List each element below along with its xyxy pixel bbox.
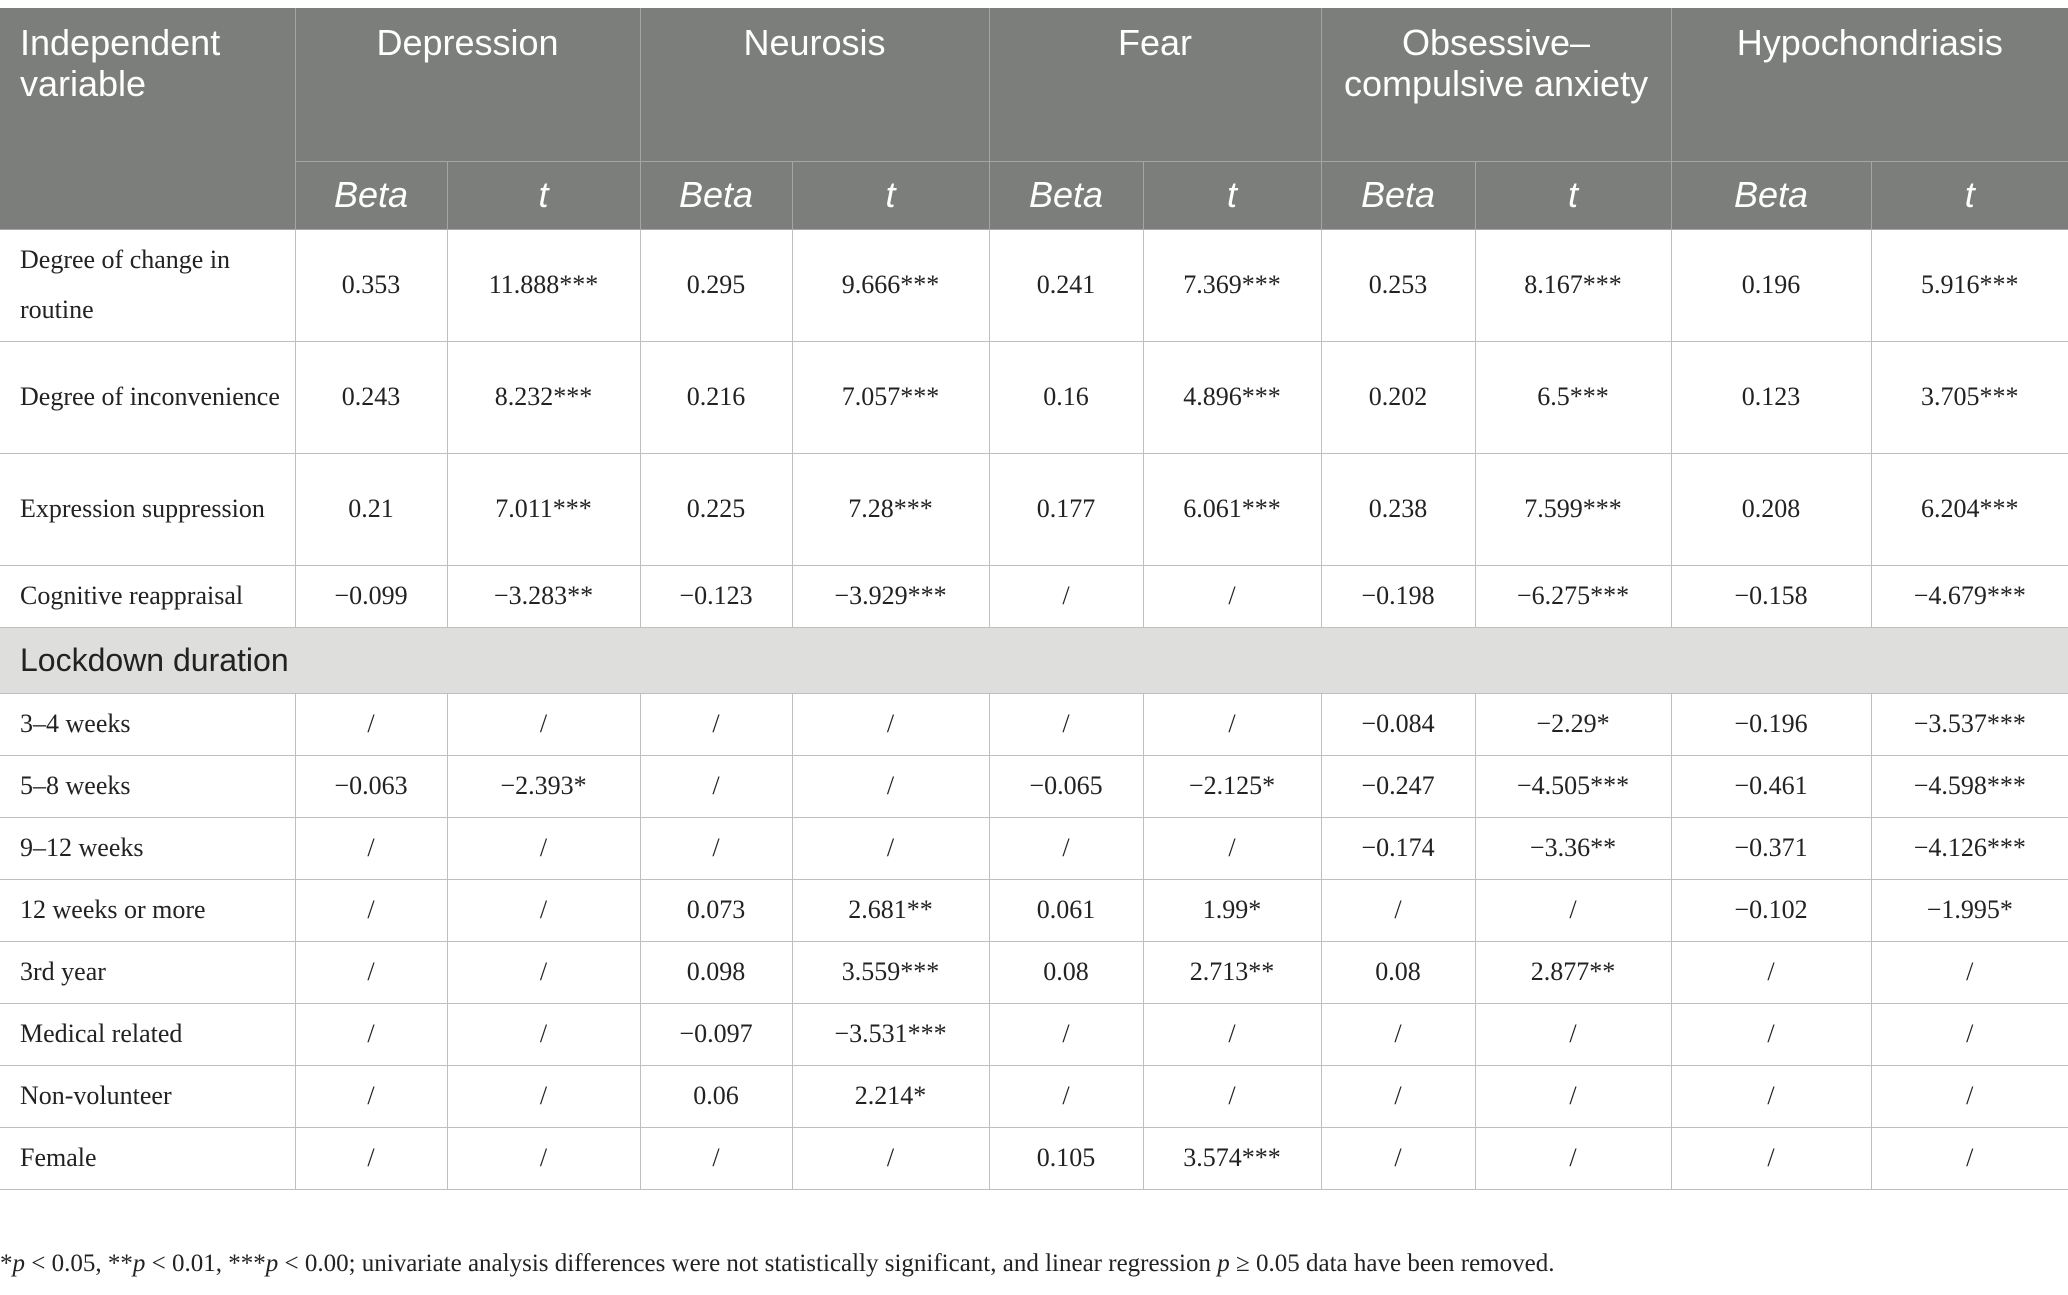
- beta-cell: 0.253: [1321, 229, 1475, 341]
- beta-cell: −0.174: [1321, 817, 1475, 879]
- t-cell: 7.057***: [792, 341, 989, 453]
- t-cell: −4.679***: [1871, 565, 2068, 627]
- beta-cell: /: [295, 693, 447, 755]
- t-cell: /: [1871, 1065, 2068, 1127]
- t-cell: 5.916***: [1871, 229, 2068, 341]
- subheader-beta: Beta: [1671, 161, 1871, 229]
- t-cell: −3.929***: [792, 565, 989, 627]
- table-row: [0, 755, 2068, 817]
- t-cell: −2.29*: [1475, 693, 1671, 755]
- row-label: Cognitive reappraisal: [0, 565, 295, 627]
- beta-cell: 0.21: [295, 453, 447, 565]
- beta-cell: 0.073: [640, 879, 792, 941]
- t-cell: −4.505***: [1475, 755, 1671, 817]
- beta-cell: /: [295, 879, 447, 941]
- beta-cell: /: [989, 1003, 1143, 1065]
- beta-cell: 0.061: [989, 879, 1143, 941]
- t-cell: /: [447, 1127, 640, 1189]
- beta-cell: /: [989, 565, 1143, 627]
- t-cell: 7.369***: [1143, 229, 1321, 341]
- beta-cell: −0.461: [1671, 755, 1871, 817]
- beta-cell: 0.177: [989, 453, 1143, 565]
- t-cell: −2.393*: [447, 755, 640, 817]
- beta-cell: /: [295, 1127, 447, 1189]
- row-label: Medical related: [0, 1003, 295, 1065]
- t-cell: −4.126***: [1871, 817, 2068, 879]
- beta-cell: /: [1671, 1003, 1871, 1065]
- beta-cell: /: [1671, 1127, 1871, 1189]
- row-label: Female: [0, 1127, 295, 1189]
- t-cell: 3.559***: [792, 941, 989, 1003]
- beta-cell: /: [989, 693, 1143, 755]
- t-cell: 11.888***: [447, 229, 640, 341]
- table-row: [0, 1003, 2068, 1065]
- t-cell: /: [1475, 879, 1671, 941]
- table-row: [0, 817, 2068, 879]
- subheader-beta: Beta: [989, 161, 1143, 229]
- t-cell: /: [1871, 1003, 2068, 1065]
- beta-cell: 0.06: [640, 1065, 792, 1127]
- t-cell: /: [1871, 1127, 2068, 1189]
- t-cell: 6.204***: [1871, 453, 2068, 565]
- table-row: [0, 1127, 2068, 1189]
- t-cell: −3.531***: [792, 1003, 989, 1065]
- row-label: Non-volunteer: [0, 1065, 295, 1127]
- subheader-t: t: [1143, 161, 1321, 229]
- beta-cell: −0.063: [295, 755, 447, 817]
- t-cell: /: [447, 879, 640, 941]
- beta-cell: 0.216: [640, 341, 792, 453]
- beta-cell: −0.371: [1671, 817, 1871, 879]
- beta-cell: /: [1321, 1127, 1475, 1189]
- t-cell: 1.99*: [1143, 879, 1321, 941]
- header-independent-variable: Independent variable: [0, 8, 295, 229]
- t-cell: 7.599***: [1475, 453, 1671, 565]
- beta-cell: 0.08: [989, 941, 1143, 1003]
- beta-cell: 0.353: [295, 229, 447, 341]
- beta-cell: 0.16: [989, 341, 1143, 453]
- t-cell: 4.896***: [1143, 341, 1321, 453]
- beta-cell: −0.099: [295, 565, 447, 627]
- t-cell: −3.537***: [1871, 693, 2068, 755]
- subheader-t: t: [447, 161, 640, 229]
- beta-cell: 0.202: [1321, 341, 1475, 453]
- t-cell: /: [1143, 1065, 1321, 1127]
- table-row: [0, 341, 2068, 453]
- beta-cell: /: [1321, 879, 1475, 941]
- beta-cell: 0.225: [640, 453, 792, 565]
- row-label: Degree of change in routine: [0, 229, 295, 341]
- beta-cell: 0.196: [1671, 229, 1871, 341]
- beta-cell: −0.065: [989, 755, 1143, 817]
- t-cell: 7.011***: [447, 453, 640, 565]
- row-label: 5–8 weeks: [0, 755, 295, 817]
- t-cell: /: [792, 693, 989, 755]
- t-cell: −6.275***: [1475, 565, 1671, 627]
- t-cell: /: [1143, 693, 1321, 755]
- t-cell: −3.283**: [447, 565, 640, 627]
- beta-cell: 0.243: [295, 341, 447, 453]
- t-cell: /: [1475, 1065, 1671, 1127]
- section-row: [0, 627, 2068, 693]
- t-cell: /: [792, 817, 989, 879]
- beta-cell: /: [640, 693, 792, 755]
- t-cell: 2.877**: [1475, 941, 1671, 1003]
- beta-cell: /: [640, 755, 792, 817]
- t-cell: /: [1143, 817, 1321, 879]
- beta-cell: −0.196: [1671, 693, 1871, 755]
- row-label: 9–12 weeks: [0, 817, 295, 879]
- beta-cell: /: [295, 941, 447, 1003]
- t-cell: −3.36**: [1475, 817, 1671, 879]
- t-cell: 2.713**: [1143, 941, 1321, 1003]
- beta-cell: /: [1321, 1065, 1475, 1127]
- beta-cell: 0.105: [989, 1127, 1143, 1189]
- table-row: [0, 879, 2068, 941]
- table-row: [0, 229, 2068, 341]
- regression-table: [0, 8, 2068, 1190]
- beta-cell: /: [295, 1003, 447, 1065]
- subheader-t: t: [1871, 161, 2068, 229]
- t-cell: /: [447, 1065, 640, 1127]
- row-label: 3–4 weeks: [0, 693, 295, 755]
- t-cell: 3.705***: [1871, 341, 2068, 453]
- t-cell: /: [447, 817, 640, 879]
- t-cell: 7.28***: [792, 453, 989, 565]
- header-depression: Depression: [295, 8, 640, 161]
- t-cell: 9.666***: [792, 229, 989, 341]
- row-label: Degree of inconvenience: [0, 341, 295, 453]
- beta-cell: 0.098: [640, 941, 792, 1003]
- t-cell: /: [1475, 1127, 1671, 1189]
- beta-cell: 0.238: [1321, 453, 1475, 565]
- beta-cell: /: [1671, 941, 1871, 1003]
- t-cell: −2.125*: [1143, 755, 1321, 817]
- subheader-t: t: [1475, 161, 1671, 229]
- t-cell: /: [447, 1003, 640, 1065]
- t-cell: −4.598***: [1871, 755, 2068, 817]
- t-cell: 2.681**: [792, 879, 989, 941]
- subheader-beta: Beta: [295, 161, 447, 229]
- t-cell: 6.5***: [1475, 341, 1671, 453]
- table-header: [0, 8, 2068, 229]
- section-label: Lockdown duration: [0, 627, 2068, 693]
- beta-cell: /: [295, 1065, 447, 1127]
- beta-cell: −0.084: [1321, 693, 1475, 755]
- beta-cell: 0.123: [1671, 341, 1871, 453]
- beta-cell: /: [1671, 1065, 1871, 1127]
- beta-cell: /: [640, 817, 792, 879]
- table-body: [0, 229, 2068, 1189]
- t-cell: 3.574***: [1143, 1127, 1321, 1189]
- beta-cell: /: [989, 1065, 1143, 1127]
- t-cell: /: [1475, 1003, 1671, 1065]
- row-label: 12 weeks or more: [0, 879, 295, 941]
- header-neurosis: Neurosis: [640, 8, 989, 161]
- beta-cell: −0.097: [640, 1003, 792, 1065]
- t-cell: /: [792, 755, 989, 817]
- t-cell: 8.167***: [1475, 229, 1671, 341]
- t-cell: /: [1871, 941, 2068, 1003]
- table-row: [0, 453, 2068, 565]
- beta-cell: 0.08: [1321, 941, 1475, 1003]
- subheader-beta: Beta: [640, 161, 792, 229]
- beta-cell: /: [989, 817, 1143, 879]
- beta-cell: /: [640, 1127, 792, 1189]
- table-row: [0, 1065, 2068, 1127]
- t-cell: /: [1143, 565, 1321, 627]
- t-cell: /: [447, 941, 640, 1003]
- t-cell: /: [447, 693, 640, 755]
- beta-cell: −0.247: [1321, 755, 1475, 817]
- table-row: [0, 941, 2068, 1003]
- t-cell: /: [792, 1127, 989, 1189]
- header-obsessive-compulsive-anxiety: Obsessive–compulsive anxiety: [1321, 8, 1671, 161]
- beta-cell: 0.208: [1671, 453, 1871, 565]
- beta-cell: 0.295: [640, 229, 792, 341]
- t-cell: 6.061***: [1143, 453, 1321, 565]
- row-label: 3rd year: [0, 941, 295, 1003]
- subheader-t: t: [792, 161, 989, 229]
- t-cell: 2.214*: [792, 1065, 989, 1127]
- row-label: Expression suppression: [0, 453, 295, 565]
- beta-cell: −0.102: [1671, 879, 1871, 941]
- t-cell: /: [1143, 1003, 1321, 1065]
- beta-cell: /: [1321, 1003, 1475, 1065]
- table-footnote: *p < 0.05, **p < 0.01, ***p < 0.00; univariate analysis differences were not statistically significant, and linear regression p ≥ 0.05 data have been removed.: [0, 1250, 1555, 1277]
- beta-cell: −0.198: [1321, 565, 1475, 627]
- table-row: [0, 693, 2068, 755]
- header-hypochondriasis: Hypochondriasis: [1671, 8, 2068, 161]
- beta-cell: −0.158: [1671, 565, 1871, 627]
- header-fear: Fear: [989, 8, 1321, 161]
- beta-cell: /: [295, 817, 447, 879]
- subheader-beta: Beta: [1321, 161, 1475, 229]
- t-cell: −1.995*: [1871, 879, 2068, 941]
- table-row: [0, 565, 2068, 627]
- beta-cell: −0.123: [640, 565, 792, 627]
- t-cell: 8.232***: [447, 341, 640, 453]
- beta-cell: 0.241: [989, 229, 1143, 341]
